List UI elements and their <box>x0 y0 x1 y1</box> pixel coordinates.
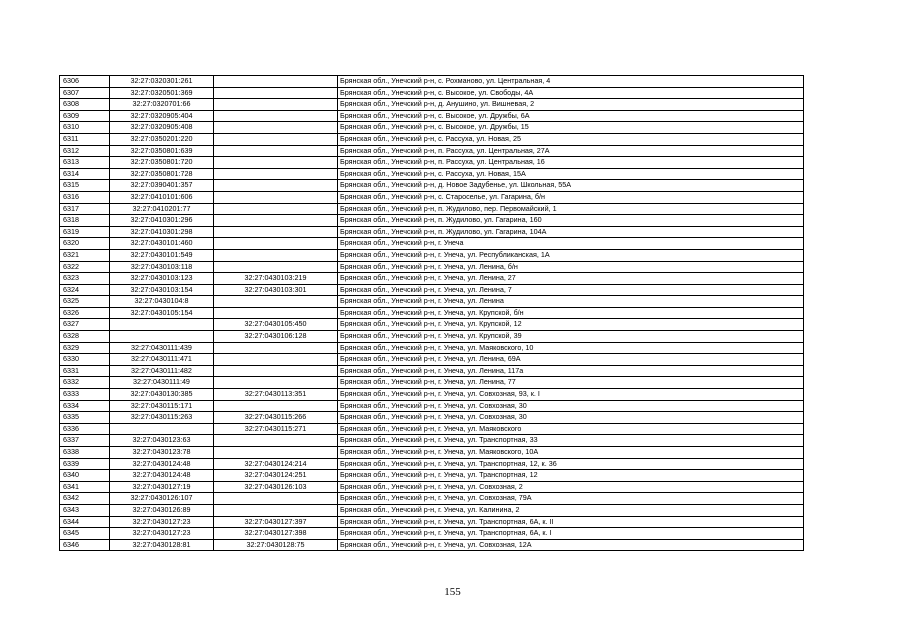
related-cadastral-number: 32:27:0430115:266 <box>214 412 338 424</box>
related-cadastral-number <box>214 145 338 157</box>
table-row <box>60 284 804 296</box>
row-number: 6315 <box>60 180 110 192</box>
row-number: 6318 <box>60 215 110 227</box>
table-row <box>60 493 804 505</box>
address: Брянская обл., Унечский р-н, г. Унеча, ул. Калинина, 2 <box>338 504 804 516</box>
address: Брянская обл., Унечский р-н, г. Унеча, ул. Транспортная, 6А, к. II <box>338 516 804 528</box>
table-row <box>60 191 804 203</box>
row-number: 6334 <box>60 400 110 412</box>
related-cadastral-number <box>214 87 338 99</box>
row-number: 6341 <box>60 481 110 493</box>
table-row <box>60 354 804 366</box>
table-row <box>60 249 804 261</box>
address: Брянская обл., Унечский р-н, п. Рассуха, ул. Центральная, 16 <box>338 157 804 169</box>
related-cadastral-number <box>214 261 338 273</box>
row-number: 6343 <box>60 504 110 516</box>
cadastral-number: 32:27:0350801:639 <box>110 145 214 157</box>
address: Брянская обл., Унечский р-н, п. Жудилово, ул. Гагарина, 160 <box>338 215 804 227</box>
related-cadastral-number <box>214 203 338 215</box>
address: Брянская обл., Унечский р-н, с. Высокое, ул. Свободы, 4А <box>338 87 804 99</box>
cadastral-number <box>110 423 214 435</box>
address: Брянская обл., Унечский р-н, с. Рассуха, ул. Новая, 15А <box>338 168 804 180</box>
page-number: 155 <box>444 586 461 598</box>
cadastral-number <box>110 319 214 331</box>
row-number: 6320 <box>60 238 110 250</box>
row-number: 6311 <box>60 133 110 145</box>
row-number: 6344 <box>60 516 110 528</box>
row-number: 6317 <box>60 203 110 215</box>
address: Брянская обл., Унечский р-н, г. Унеча, ул. Транспортная, 6А, к. I <box>338 528 804 540</box>
cadastral-number: 32:27:0410101:606 <box>110 191 214 203</box>
related-cadastral-number: 32:27:0430127:397 <box>214 516 338 528</box>
address: Брянская обл., Унечский р-н, г. Унеча, ул. Ленина <box>338 296 804 308</box>
related-cadastral-number <box>214 354 338 366</box>
table-row <box>60 516 804 528</box>
table-row <box>60 458 804 470</box>
address: Брянская обл., Унечский р-н, с. Рассуха, ул. Новая, 25 <box>338 133 804 145</box>
address: Брянская обл., Унечский р-н, с. Высокое, ул. Дружбы, 15 <box>338 122 804 134</box>
row-number: 6312 <box>60 145 110 157</box>
address: Брянская обл., Унечский р-н, п. Рассуха, ул. Центральная, 27А <box>338 145 804 157</box>
address: Брянская обл., Унечский р-н, г. Унеча, ул. Республиканская, 1А <box>338 249 804 261</box>
address: Брянская обл., Унечский р-н, д. Анушино, ул. Вишневая, 2 <box>338 99 804 111</box>
table-row <box>60 539 804 551</box>
row-number: 6331 <box>60 365 110 377</box>
table-row <box>60 377 804 389</box>
cadastral-number: 32:27:0430111:439 <box>110 342 214 354</box>
related-cadastral-number: 32:27:0430126:103 <box>214 481 338 493</box>
cadastral-number: 32:27:0430103:118 <box>110 261 214 273</box>
cadastral-number: 32:27:0410301:296 <box>110 215 214 227</box>
row-number: 6323 <box>60 273 110 285</box>
document-table-wrapper <box>59 75 804 551</box>
row-number: 6307 <box>60 87 110 99</box>
related-cadastral-number: 32:27:0430124:251 <box>214 470 338 482</box>
row-number: 6321 <box>60 249 110 261</box>
related-cadastral-number: 32:27:0430124:214 <box>214 458 338 470</box>
row-number: 6306 <box>60 76 110 88</box>
related-cadastral-number <box>214 307 338 319</box>
address: Брянская обл., Унечский р-н, г. Унеча, ул. Совхозная, 2 <box>338 481 804 493</box>
cadastral-number: 32:27:0320701:66 <box>110 99 214 111</box>
row-number: 6325 <box>60 296 110 308</box>
cadastral-number: 32:27:0430127:23 <box>110 516 214 528</box>
related-cadastral-number <box>214 168 338 180</box>
row-number: 6337 <box>60 435 110 447</box>
table-row <box>60 307 804 319</box>
cadastral-number <box>110 331 214 343</box>
row-number: 6324 <box>60 284 110 296</box>
cadastral-number: 32:27:0430101:549 <box>110 249 214 261</box>
related-cadastral-number: 32:27:0430113:351 <box>214 389 338 401</box>
address: Брянская обл., Унечский р-н, г. Унеча, ул. Транспортная, 12, к. 36 <box>338 458 804 470</box>
address: Брянская обл., Унечский р-н, г. Унеча, ул. Крупской, 39 <box>338 331 804 343</box>
table-row <box>60 435 804 447</box>
cadastral-number: 32:27:0430130:385 <box>110 389 214 401</box>
table-row <box>60 226 804 238</box>
address: Брянская обл., Унечский р-н, г. Унеча, ул. Ленина, б/н <box>338 261 804 273</box>
related-cadastral-number: 32:27:0430115:271 <box>214 423 338 435</box>
address: Брянская обл., Унечский р-н, с. Высокое, ул. Дружбы, 6А <box>338 110 804 122</box>
related-cadastral-number <box>214 435 338 447</box>
address: Брянская обл., Унечский р-н, г. Унеча, ул. Транспортная, 33 <box>338 435 804 447</box>
table-row <box>60 470 804 482</box>
row-number: 6339 <box>60 458 110 470</box>
table-row <box>60 110 804 122</box>
address: Брянская обл., Унечский р-н, г. Унеча, ул. Совхозная, 79А <box>338 493 804 505</box>
table-row <box>60 203 804 215</box>
related-cadastral-number <box>214 191 338 203</box>
address: Брянская обл., Унечский р-н, д. Новое Задубенье, ул. Школьная, 55А <box>338 180 804 192</box>
row-number: 6327 <box>60 319 110 331</box>
related-cadastral-number <box>214 296 338 308</box>
related-cadastral-number <box>214 447 338 459</box>
cadastral-number: 32:27:0430105:154 <box>110 307 214 319</box>
address: Брянская обл., Унечский р-н, г. Унеча, ул. Маяковского, 10 <box>338 342 804 354</box>
related-cadastral-number <box>214 122 338 134</box>
table-row <box>60 447 804 459</box>
cadastral-number: 32:27:0430111:482 <box>110 365 214 377</box>
cadastral-number: 32:27:0390401:357 <box>110 180 214 192</box>
related-cadastral-number <box>214 365 338 377</box>
table-row <box>60 423 804 435</box>
row-number: 6332 <box>60 377 110 389</box>
row-number: 6319 <box>60 226 110 238</box>
row-number: 6329 <box>60 342 110 354</box>
cadastral-number: 32:27:0430123:63 <box>110 435 214 447</box>
table-row <box>60 389 804 401</box>
table-row <box>60 481 804 493</box>
related-cadastral-number <box>214 249 338 261</box>
table-row <box>60 168 804 180</box>
related-cadastral-number <box>214 400 338 412</box>
cadastral-number: 32:27:0410301:298 <box>110 226 214 238</box>
cadastral-number: 32:27:0430124:48 <box>110 470 214 482</box>
row-number: 6330 <box>60 354 110 366</box>
table-row <box>60 400 804 412</box>
related-cadastral-number <box>214 133 338 145</box>
related-cadastral-number: 32:27:0430127:398 <box>214 528 338 540</box>
cadastral-number: 32:27:0430111:471 <box>110 354 214 366</box>
address: Брянская обл., Унечский р-н, г. Унеча, ул. Совхозная, 30 <box>338 400 804 412</box>
cadastral-number: 32:27:0320905:408 <box>110 122 214 134</box>
cadastral-number: 32:27:0350201:220 <box>110 133 214 145</box>
row-number: 6322 <box>60 261 110 273</box>
table-row <box>60 76 804 88</box>
related-cadastral-number <box>214 99 338 111</box>
cadastral-table <box>59 75 804 551</box>
cadastral-number: 32:27:0430103:154 <box>110 284 214 296</box>
related-cadastral-number: 32:27:0430105:450 <box>214 319 338 331</box>
table-row <box>60 238 804 250</box>
address: Брянская обл., Унечский р-н, г. Унеча, ул. Ленина, 27 <box>338 273 804 285</box>
table-row <box>60 133 804 145</box>
cadastral-number: 32:27:0430115:171 <box>110 400 214 412</box>
address: Брянская обл., Унечский р-н, г. Унеча <box>338 238 804 250</box>
row-number: 6342 <box>60 493 110 505</box>
row-number: 6313 <box>60 157 110 169</box>
row-number: 6310 <box>60 122 110 134</box>
cadastral-number: 32:27:0320301:261 <box>110 76 214 88</box>
row-number: 6314 <box>60 168 110 180</box>
table-row <box>60 122 804 134</box>
cadastral-number: 32:27:0320905:404 <box>110 110 214 122</box>
cadastral-number: 32:27:0430103:123 <box>110 273 214 285</box>
related-cadastral-number <box>214 504 338 516</box>
related-cadastral-number: 32:27:0430106:128 <box>214 331 338 343</box>
row-number: 6309 <box>60 110 110 122</box>
table-row <box>60 87 804 99</box>
table-row <box>60 528 804 540</box>
table-row <box>60 342 804 354</box>
address: Брянская обл., Унечский р-н, г. Унеча, ул. Ленина, 117а <box>338 365 804 377</box>
cadastral-number: 32:27:0350801:720 <box>110 157 214 169</box>
related-cadastral-number: 32:27:0430103:301 <box>214 284 338 296</box>
table-row <box>60 157 804 169</box>
table-row <box>60 273 804 285</box>
address: Брянская обл., Унечский р-н, г. Унеча, ул. Совхозная, 93, к. I <box>338 389 804 401</box>
address: Брянская обл., Унечский р-н, г. Унеча, ул. Маяковского <box>338 423 804 435</box>
cadastral-number: 32:27:0430124:48 <box>110 458 214 470</box>
address: Брянская обл., Унечский р-н, г. Унеча, ул. Крупской, 12 <box>338 319 804 331</box>
table-row <box>60 319 804 331</box>
address: Брянская обл., Унечский р-н, г. Унеча, ул. Совхозная, 12А <box>338 539 804 551</box>
address: Брянская обл., Унечский р-н, с. Рохманово, ул. Центральная, 4 <box>338 76 804 88</box>
related-cadastral-number: 32:27:0430103:219 <box>214 273 338 285</box>
row-number: 6335 <box>60 412 110 424</box>
address: Брянская обл., Унечский р-н, г. Унеча, ул. Совхозная, 30 <box>338 412 804 424</box>
row-number: 6336 <box>60 423 110 435</box>
address: Брянская обл., Унечский р-н, г. Унеча, ул. Ленина, 69А <box>338 354 804 366</box>
cadastral-number: 32:27:0430126:89 <box>110 504 214 516</box>
address: Брянская обл., Унечский р-н, г. Унеча, ул. Маяковского, 10А <box>338 447 804 459</box>
row-number: 6340 <box>60 470 110 482</box>
related-cadastral-number <box>214 157 338 169</box>
cadastral-number: 32:27:0430111:49 <box>110 377 214 389</box>
cadastral-number: 32:27:0320501:369 <box>110 87 214 99</box>
related-cadastral-number <box>214 180 338 192</box>
row-number: 6338 <box>60 447 110 459</box>
cadastral-number: 32:27:0430126:107 <box>110 493 214 505</box>
table-row <box>60 215 804 227</box>
row-number: 6328 <box>60 331 110 343</box>
table-row <box>60 504 804 516</box>
cadastral-number: 32:27:0430127:19 <box>110 481 214 493</box>
related-cadastral-number <box>214 215 338 227</box>
related-cadastral-number <box>214 493 338 505</box>
row-number: 6333 <box>60 389 110 401</box>
related-cadastral-number <box>214 226 338 238</box>
address: Брянская обл., Унечский р-н, г. Унеча, ул. Ленина, 7 <box>338 284 804 296</box>
row-number: 6326 <box>60 307 110 319</box>
row-number: 6316 <box>60 191 110 203</box>
table-body <box>60 76 804 551</box>
table-row <box>60 261 804 273</box>
address: Брянская обл., Унечский р-н, г. Унеча, ул. Ленина, 77 <box>338 377 804 389</box>
cadastral-number: 32:27:0350801:728 <box>110 168 214 180</box>
address: Брянская обл., Унечский р-н, с. Старосельe, ул. Гагарина, б/н <box>338 191 804 203</box>
row-number: 6346 <box>60 539 110 551</box>
related-cadastral-number <box>214 377 338 389</box>
row-number: 6345 <box>60 528 110 540</box>
address: Брянская обл., Унечский р-н, г. Унеча, ул. Крупской, б/н <box>338 307 804 319</box>
cadastral-number: 32:27:0430123:78 <box>110 447 214 459</box>
table-row <box>60 331 804 343</box>
table-row <box>60 180 804 192</box>
cadastral-number: 32:27:0410201:77 <box>110 203 214 215</box>
related-cadastral-number <box>214 238 338 250</box>
address: Брянская обл., Унечский р-н, г. Унеча, ул. Транспортная, 12 <box>338 470 804 482</box>
cadastral-number: 32:27:0430104:8 <box>110 296 214 308</box>
table-row <box>60 296 804 308</box>
related-cadastral-number <box>214 342 338 354</box>
related-cadastral-number <box>214 76 338 88</box>
table-row <box>60 145 804 157</box>
address: Брянская обл., Унечский р-н, п. Жудилово, ул. Гагарина, 104А <box>338 226 804 238</box>
table-row <box>60 365 804 377</box>
table-row <box>60 412 804 424</box>
cadastral-number: 32:27:0430128:81 <box>110 539 214 551</box>
related-cadastral-number: 32:27:0430128:75 <box>214 539 338 551</box>
related-cadastral-number <box>214 110 338 122</box>
address: Брянская обл., Унечский р-н, п. Жудилово, пер. Первомайский, 1 <box>338 203 804 215</box>
cadastral-number: 32:27:0430101:460 <box>110 238 214 250</box>
table-row <box>60 99 804 111</box>
cadastral-number: 32:27:0430115:263 <box>110 412 214 424</box>
cadastral-number: 32:27:0430127:23 <box>110 528 214 540</box>
row-number: 6308 <box>60 99 110 111</box>
